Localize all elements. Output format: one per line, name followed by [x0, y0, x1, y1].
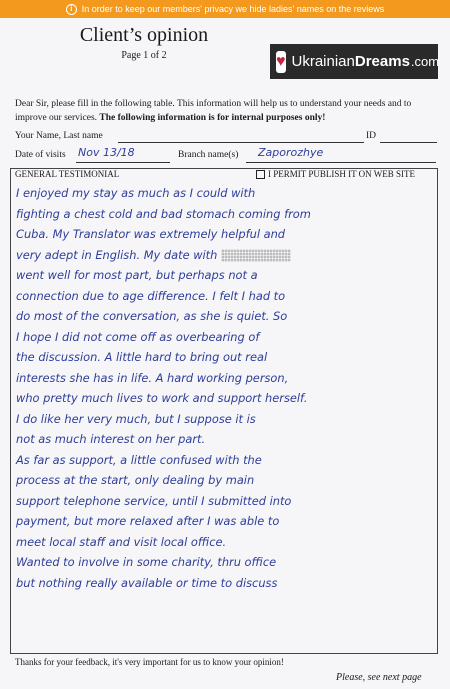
date-underline [76, 162, 170, 163]
testimonial-line: process at the start, only dealing by main [16, 473, 255, 487]
redacted-name [221, 249, 291, 262]
testimonial-line: fighting a chest cold and bad stomach coming from [16, 206, 311, 221]
branch-underline [246, 162, 436, 163]
name-label: Your Name, Last name [15, 131, 103, 141]
privacy-banner [0, 0, 450, 18]
testimonial-line: but nothing really available or time to discuss [16, 575, 278, 590]
id-underline [380, 142, 437, 143]
thanks-note: Thanks for your feedback, it's very important for us to know your opinion! [15, 657, 284, 667]
next-page-note: Please, see next page [336, 672, 422, 683]
testimonial-line: support telephone service, until I submitted into [16, 493, 292, 508]
id-label: ID [366, 131, 377, 141]
intro-paragraph [15, 97, 440, 125]
testimonial-line: connection due to age difference. I felt I had to [16, 288, 286, 303]
publish-permission [256, 169, 415, 179]
testimonial-line-with-redaction [16, 245, 436, 266]
testimonial-line: not as much interest on her part. [16, 432, 206, 446]
page-indicator: Page 1 of 2 [121, 50, 167, 61]
testimonial-line: the discussion. A little hard to bring out real [16, 350, 268, 364]
testimonial-line: Wanted to involve in some charity, thru office [16, 555, 277, 569]
logo-suffix: .com [410, 54, 440, 69]
testimonial-line: Cuba. My Translator was extremely helpful and [16, 227, 286, 241]
date-value: Nov 13/18 [78, 146, 135, 159]
branch-label: Branch name(s) [178, 150, 239, 160]
handwritten-testimonial [16, 183, 436, 593]
permit-label: I PERMIT PUBLISH IT ON WEB SITE [268, 169, 416, 179]
logo-brand-light: Ukrainian [291, 53, 355, 70]
intro-bold-text: The following information is for internal purposes only! [99, 113, 326, 123]
testimonial-heading: GENERAL TESTIMONIAL [15, 169, 120, 179]
ukrainiandreams-logo [270, 44, 438, 79]
permit-checkbox [256, 170, 265, 179]
form-title: Client’s opinion [79, 24, 209, 46]
testimonial-line-text: very adept in English. My date with [16, 247, 218, 262]
heart-icon: ♥ [276, 51, 286, 73]
branch-value: Zaporozhye [258, 146, 324, 159]
testimonial-line: do most of the conversation, as she is quiet. So [16, 309, 288, 323]
testimonial-line: I enjoyed my stay as much as I could with [16, 186, 256, 200]
testimonial-line: interests she has in life. A hard working person, [16, 370, 289, 385]
name-underline [118, 142, 364, 143]
testimonial-line: meet local staff and visit local office. [16, 534, 227, 549]
info-icon: i [66, 4, 77, 15]
date-label: Date of visits [15, 150, 66, 160]
testimonial-line: payment, but more relaxed after I was able to [16, 514, 280, 528]
privacy-banner-text: In order to keep our members' privacy we hide ladies' names on the reviews [81, 4, 385, 14]
intro-text: Dear Sir, please fill in the following table. This information will help us to understand your needs and to improve our services. [15, 99, 412, 123]
testimonial-line: As far as support, a little confused with the [16, 452, 262, 467]
logo-brand-bold: Dreams [354, 53, 410, 70]
testimonial-line: I do like her very much, but I suppose it is [16, 411, 256, 426]
testimonial-line: went well for most part, but perhaps not a [16, 268, 258, 282]
testimonial-line: who pretty much lives to work and support herself. [16, 391, 308, 405]
testimonial-line: I hope I did not come off as overbearing of [16, 329, 260, 344]
